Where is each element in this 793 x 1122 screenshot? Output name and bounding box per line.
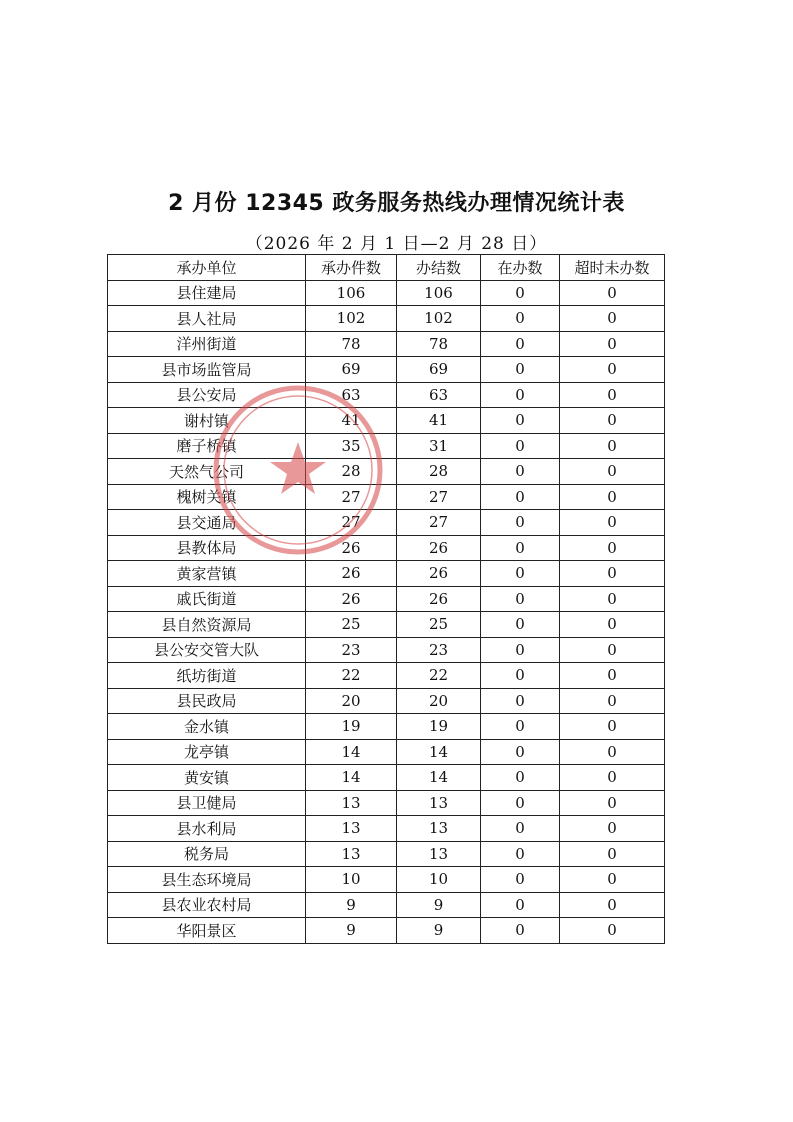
cell-received: 27 bbox=[306, 484, 397, 510]
cell-overdue: 0 bbox=[560, 484, 665, 510]
cell-completed: 28 bbox=[397, 459, 481, 485]
cell-received: 22 bbox=[306, 663, 397, 689]
cell-in-progress: 0 bbox=[481, 357, 560, 383]
cell-unit: 县住建局 bbox=[108, 280, 306, 306]
cell-in-progress: 0 bbox=[481, 765, 560, 791]
cell-unit: 县教体局 bbox=[108, 535, 306, 561]
cell-received: 23 bbox=[306, 637, 397, 663]
statistics-table bbox=[107, 254, 665, 944]
cell-completed: 23 bbox=[397, 637, 481, 663]
cell-unit: 金水镇 bbox=[108, 714, 306, 740]
cell-completed: 25 bbox=[397, 612, 481, 638]
cell-completed: 13 bbox=[397, 841, 481, 867]
cell-received: 26 bbox=[306, 586, 397, 612]
cell-unit: 县自然资源局 bbox=[108, 612, 306, 638]
table-row bbox=[108, 637, 665, 663]
cell-completed: 13 bbox=[397, 790, 481, 816]
cell-received: 19 bbox=[306, 714, 397, 740]
table-row bbox=[108, 688, 665, 714]
cell-in-progress: 0 bbox=[481, 637, 560, 663]
cell-in-progress: 0 bbox=[481, 612, 560, 638]
cell-in-progress: 0 bbox=[481, 663, 560, 689]
table-row bbox=[108, 867, 665, 893]
cell-overdue: 0 bbox=[560, 280, 665, 306]
header-unit: 承办单位 bbox=[108, 255, 306, 281]
cell-completed: 27 bbox=[397, 510, 481, 536]
cell-received: 27 bbox=[306, 510, 397, 536]
cell-completed: 63 bbox=[397, 382, 481, 408]
cell-received: 106 bbox=[306, 280, 397, 306]
cell-unit: 县市场监管局 bbox=[108, 357, 306, 383]
cell-completed: 27 bbox=[397, 484, 481, 510]
cell-in-progress: 0 bbox=[481, 459, 560, 485]
table-row bbox=[108, 892, 665, 918]
cell-in-progress: 0 bbox=[481, 408, 560, 434]
cell-overdue: 0 bbox=[560, 816, 665, 842]
table-header bbox=[108, 255, 665, 281]
cell-completed: 78 bbox=[397, 331, 481, 357]
cell-unit: 龙亭镇 bbox=[108, 739, 306, 765]
cell-completed: 13 bbox=[397, 816, 481, 842]
cell-completed: 41 bbox=[397, 408, 481, 434]
cell-completed: 9 bbox=[397, 892, 481, 918]
cell-in-progress: 0 bbox=[481, 586, 560, 612]
cell-overdue: 0 bbox=[560, 510, 665, 536]
table-row bbox=[108, 739, 665, 765]
cell-completed: 106 bbox=[397, 280, 481, 306]
table-row bbox=[108, 510, 665, 536]
cell-in-progress: 0 bbox=[481, 816, 560, 842]
cell-unit: 县民政局 bbox=[108, 688, 306, 714]
cell-unit: 洋州街道 bbox=[108, 331, 306, 357]
cell-in-progress: 0 bbox=[481, 382, 560, 408]
table-row bbox=[108, 561, 665, 587]
cell-unit: 县水利局 bbox=[108, 816, 306, 842]
cell-in-progress: 0 bbox=[481, 714, 560, 740]
cell-in-progress: 0 bbox=[481, 790, 560, 816]
cell-overdue: 0 bbox=[560, 382, 665, 408]
cell-received: 26 bbox=[306, 535, 397, 561]
table-row bbox=[108, 790, 665, 816]
table-row bbox=[108, 535, 665, 561]
table-row bbox=[108, 841, 665, 867]
cell-completed: 102 bbox=[397, 306, 481, 332]
cell-in-progress: 0 bbox=[481, 841, 560, 867]
table-row bbox=[108, 408, 665, 434]
cell-in-progress: 0 bbox=[481, 331, 560, 357]
cell-unit: 县公安局 bbox=[108, 382, 306, 408]
cell-unit: 县公安交管大队 bbox=[108, 637, 306, 663]
table-row bbox=[108, 433, 665, 459]
table-row bbox=[108, 382, 665, 408]
cell-in-progress: 0 bbox=[481, 688, 560, 714]
cell-overdue: 0 bbox=[560, 714, 665, 740]
cell-completed: 22 bbox=[397, 663, 481, 689]
cell-completed: 26 bbox=[397, 586, 481, 612]
cell-unit: 槐树关镇 bbox=[108, 484, 306, 510]
cell-received: 78 bbox=[306, 331, 397, 357]
cell-received: 9 bbox=[306, 918, 397, 944]
cell-received: 20 bbox=[306, 688, 397, 714]
table-body bbox=[108, 280, 665, 943]
table-row bbox=[108, 280, 665, 306]
table-row bbox=[108, 714, 665, 740]
cell-unit: 戚氏街道 bbox=[108, 586, 306, 612]
cell-in-progress: 0 bbox=[481, 561, 560, 587]
cell-overdue: 0 bbox=[560, 357, 665, 383]
cell-unit: 纸坊街道 bbox=[108, 663, 306, 689]
cell-in-progress: 0 bbox=[481, 484, 560, 510]
cell-in-progress: 0 bbox=[481, 306, 560, 332]
cell-received: 13 bbox=[306, 841, 397, 867]
cell-completed: 69 bbox=[397, 357, 481, 383]
cell-completed: 26 bbox=[397, 535, 481, 561]
cell-in-progress: 0 bbox=[481, 739, 560, 765]
cell-unit: 天然气公司 bbox=[108, 459, 306, 485]
cell-received: 102 bbox=[306, 306, 397, 332]
cell-in-progress: 0 bbox=[481, 433, 560, 459]
cell-overdue: 0 bbox=[560, 433, 665, 459]
cell-in-progress: 0 bbox=[481, 918, 560, 944]
cell-overdue: 0 bbox=[560, 561, 665, 587]
cell-completed: 19 bbox=[397, 714, 481, 740]
header-received: 承办件数 bbox=[306, 255, 397, 281]
cell-completed: 9 bbox=[397, 918, 481, 944]
cell-completed: 10 bbox=[397, 867, 481, 893]
header-row bbox=[108, 255, 665, 281]
cell-overdue: 0 bbox=[560, 739, 665, 765]
cell-overdue: 0 bbox=[560, 918, 665, 944]
cell-in-progress: 0 bbox=[481, 510, 560, 536]
cell-unit: 黄安镇 bbox=[108, 765, 306, 791]
cell-unit: 县人社局 bbox=[108, 306, 306, 332]
document-date-range: （2026 年 2 月 1 日—2 月 28 日） bbox=[245, 234, 548, 254]
cell-completed: 31 bbox=[397, 433, 481, 459]
cell-unit: 磨子桥镇 bbox=[108, 433, 306, 459]
table-row bbox=[108, 918, 665, 944]
document-title: 2 月份 12345 政务服务热线办理情况统计表 bbox=[168, 191, 625, 216]
cell-unit: 县农业农村局 bbox=[108, 892, 306, 918]
table-row bbox=[108, 306, 665, 332]
header-overdue: 超时未办数 bbox=[560, 255, 665, 281]
cell-overdue: 0 bbox=[560, 331, 665, 357]
cell-received: 35 bbox=[306, 433, 397, 459]
table-row bbox=[108, 816, 665, 842]
cell-in-progress: 0 bbox=[481, 892, 560, 918]
cell-unit: 黄家营镇 bbox=[108, 561, 306, 587]
cell-overdue: 0 bbox=[560, 841, 665, 867]
table-row bbox=[108, 459, 665, 485]
cell-overdue: 0 bbox=[560, 459, 665, 485]
cell-received: 41 bbox=[306, 408, 397, 434]
cell-overdue: 0 bbox=[560, 637, 665, 663]
cell-overdue: 0 bbox=[560, 586, 665, 612]
cell-overdue: 0 bbox=[560, 892, 665, 918]
cell-unit: 谢村镇 bbox=[108, 408, 306, 434]
cell-received: 63 bbox=[306, 382, 397, 408]
cell-received: 10 bbox=[306, 867, 397, 893]
cell-completed: 26 bbox=[397, 561, 481, 587]
cell-in-progress: 0 bbox=[481, 280, 560, 306]
table-row bbox=[108, 765, 665, 791]
cell-completed: 14 bbox=[397, 739, 481, 765]
cell-overdue: 0 bbox=[560, 612, 665, 638]
cell-unit: 县卫健局 bbox=[108, 790, 306, 816]
header-completed: 办结数 bbox=[397, 255, 481, 281]
cell-unit: 县交通局 bbox=[108, 510, 306, 536]
cell-unit: 县生态环境局 bbox=[108, 867, 306, 893]
cell-received: 25 bbox=[306, 612, 397, 638]
table-row bbox=[108, 663, 665, 689]
cell-in-progress: 0 bbox=[481, 867, 560, 893]
cell-completed: 14 bbox=[397, 765, 481, 791]
cell-received: 13 bbox=[306, 816, 397, 842]
cell-received: 13 bbox=[306, 790, 397, 816]
cell-received: 14 bbox=[306, 739, 397, 765]
cell-overdue: 0 bbox=[560, 663, 665, 689]
table-row bbox=[108, 484, 665, 510]
cell-received: 26 bbox=[306, 561, 397, 587]
table-row bbox=[108, 331, 665, 357]
cell-overdue: 0 bbox=[560, 306, 665, 332]
cell-unit: 华阳景区 bbox=[108, 918, 306, 944]
cell-unit: 税务局 bbox=[108, 841, 306, 867]
cell-overdue: 0 bbox=[560, 765, 665, 791]
cell-received: 28 bbox=[306, 459, 397, 485]
cell-received: 9 bbox=[306, 892, 397, 918]
cell-overdue: 0 bbox=[560, 408, 665, 434]
cell-overdue: 0 bbox=[560, 867, 665, 893]
cell-received: 14 bbox=[306, 765, 397, 791]
table-row bbox=[108, 612, 665, 638]
cell-completed: 20 bbox=[397, 688, 481, 714]
header-in-progress: 在办数 bbox=[481, 255, 560, 281]
cell-received: 69 bbox=[306, 357, 397, 383]
cell-overdue: 0 bbox=[560, 790, 665, 816]
table-row bbox=[108, 357, 665, 383]
cell-in-progress: 0 bbox=[481, 535, 560, 561]
cell-overdue: 0 bbox=[560, 535, 665, 561]
cell-overdue: 0 bbox=[560, 688, 665, 714]
table-row bbox=[108, 586, 665, 612]
